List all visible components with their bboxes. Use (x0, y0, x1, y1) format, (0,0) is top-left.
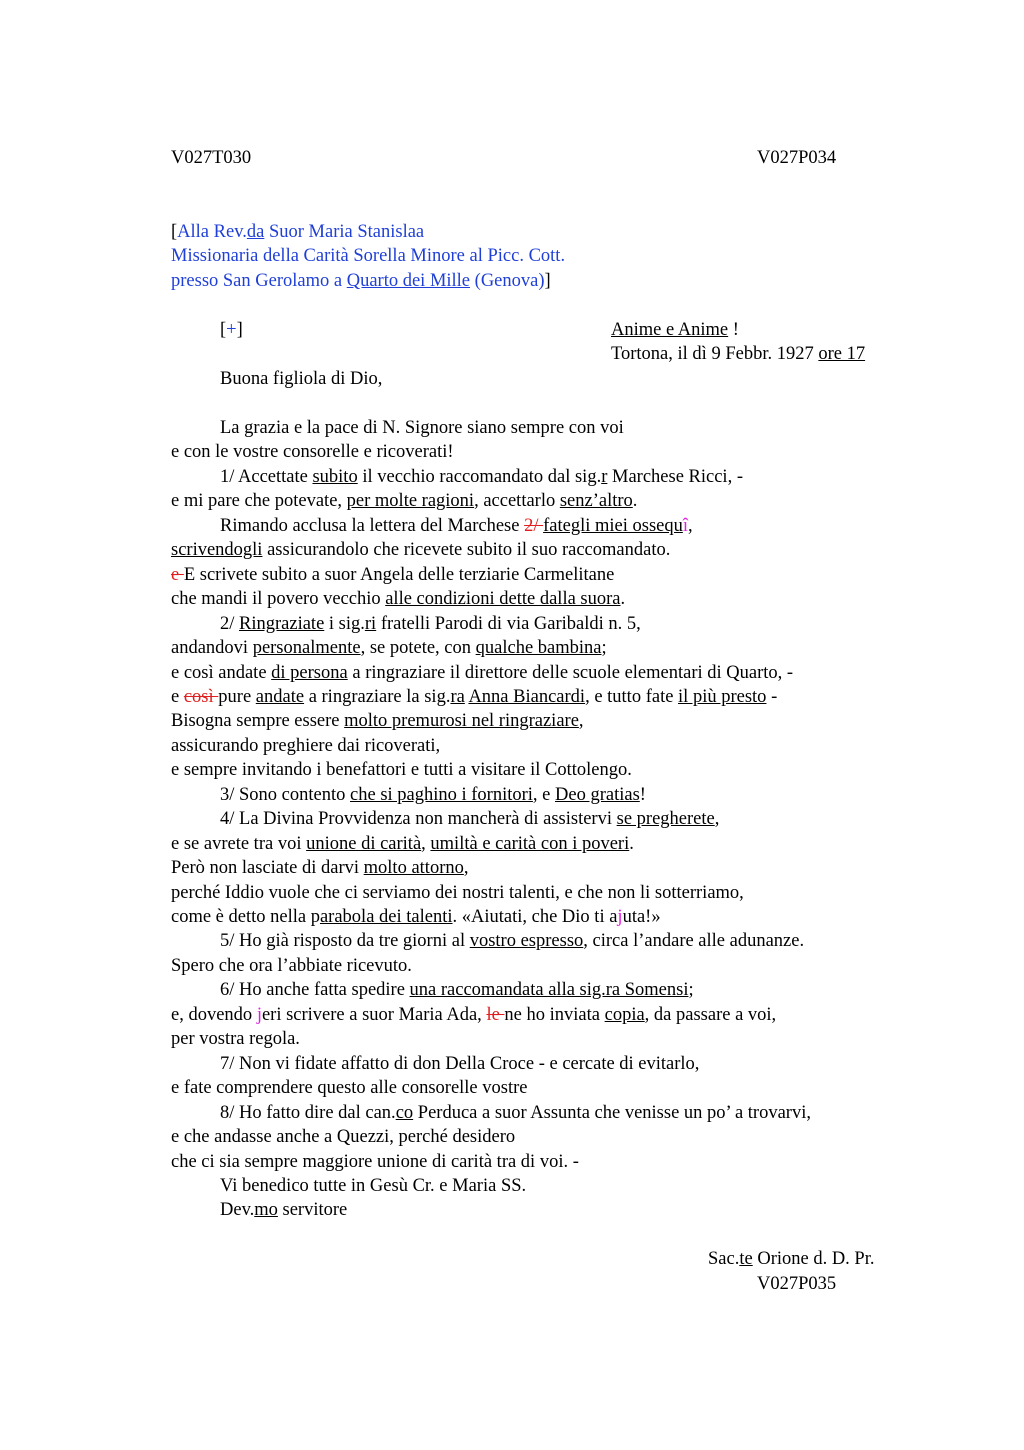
line-text: , (688, 515, 693, 536)
line-text: , se potete, con (360, 638, 476, 659)
line-text: assicurandolo che ricevete subito il suo raccomandato. (262, 540, 671, 561)
letter-line (171, 1076, 527, 1101)
line-text: assicurando preghiere dai ricoverati, (171, 735, 441, 756)
underlined-text: subito (312, 466, 358, 487)
letter-line (220, 514, 693, 539)
corrected-text: j (617, 907, 623, 927)
address-bracket-open: [ (171, 222, 178, 242)
letter-line (171, 734, 440, 759)
letter-line (171, 1003, 776, 1028)
date-line: Tortona, il dì 9 Febbr. 1927 ore 17 (611, 344, 866, 364)
deleted-text: e (171, 564, 184, 585)
underlined-text: co (395, 1102, 414, 1123)
corrected-text: j (256, 1004, 262, 1025)
line-text: perché Iddio vuole che ci serviamo dei nostri talenti, e che non li sotterriamo, (171, 882, 744, 903)
signature: Sac.te Orione d. D. Pr. (708, 1249, 875, 1269)
motto: Anime e Anime ! (611, 320, 739, 340)
line-text: . «Aiutati, che Dio ti a (452, 907, 618, 927)
line-text: 7/ Non vi fidate affatto di don Della Croce - e cercate di evitarlo, (220, 1053, 700, 1074)
line-text: , circa l’andare alle adunanze. (583, 931, 805, 952)
underlined-text: andate (255, 686, 305, 707)
letter-line (171, 538, 670, 563)
letter-line (220, 612, 641, 637)
letter-line (171, 563, 614, 588)
line-text: , da passare a voi, (644, 1004, 777, 1025)
line-text: per vostra regola. (171, 1029, 300, 1050)
underlined-text: qualche bambina (475, 638, 602, 659)
letter-line (171, 954, 412, 979)
letter-line (220, 1052, 699, 1077)
line-text: , (421, 833, 431, 854)
address-location: Quarto dei Mille (346, 271, 471, 291)
letter-line (171, 1027, 300, 1052)
line-text: che ci sia sempre maggiore unione di carità tra di voi. - (171, 1151, 579, 1172)
line-text: il vecchio raccomandato dal sig. (357, 466, 602, 487)
line-text: servitore (277, 1200, 348, 1221)
footer-code: V027P035 (757, 1274, 837, 1294)
line-text: , (578, 711, 584, 732)
letter-line (171, 758, 632, 783)
deleted-text: così (183, 686, 219, 707)
cross-mark: [+] (220, 320, 243, 340)
address-city: (Genova) (470, 271, 545, 291)
line-text: a ringraziare il direttore delle scuole elementari di Quarto, - (347, 662, 794, 683)
line-text: uta!» (622, 907, 661, 927)
line-text: 3/ Sono contento (220, 784, 351, 805)
line-text: Perduca a suor Assunta che venisse un po’ a trovarvi, (413, 1102, 811, 1123)
deleted-text: le (486, 1004, 505, 1025)
address-place: presso San Gerolamo a (171, 271, 347, 291)
line-text: e così andate (171, 662, 272, 683)
line-text: e sempre invitando i benefattori e tutti a visitare il Cottolengo. (171, 760, 632, 781)
letter-line (171, 709, 584, 734)
line-text: ; (601, 638, 607, 659)
doc-code-left: V027T030 (171, 148, 252, 168)
underlined-text: se pregherete (616, 809, 715, 830)
underlined-text: Ringraziate (239, 613, 325, 634)
underlined-text: alle condizioni dette dalla suora (385, 589, 621, 610)
underlined-text: copia (604, 1004, 645, 1025)
line-text: che mandi il povero vecchio (171, 589, 386, 610)
underlined-text: unione di carità (306, 833, 422, 854)
line-text: 6/ Ho anche fatta spedire (220, 980, 410, 1001)
line-text: 5/ Ho già risposto da tre giorni al (220, 931, 470, 952)
line-text: e fate comprendere questo alle consorelle vostre (171, 1078, 528, 1099)
line-text: ; (688, 980, 694, 1001)
underlined-text: per molte ragioni (346, 491, 475, 512)
line-text: . (629, 833, 634, 854)
underlined-text: senz’altro (559, 491, 633, 512)
corrected-text: î (682, 515, 688, 536)
line-text: Bisogna sempre essere (171, 711, 345, 732)
underlined-text: vostro espresso (469, 931, 584, 952)
underlined-text: scrivendogli (171, 540, 263, 561)
address-name: Suor Maria Stanislaa (264, 222, 425, 242)
line-text: e (171, 686, 184, 707)
address-line-2: Missionaria della Carità Sorella Minore al Picc. Cott. (171, 246, 566, 266)
line-text: e mi pare che potevate, (171, 491, 347, 512)
letter-line (220, 465, 743, 490)
underlined-text: mo (254, 1200, 278, 1221)
line-text: La grazia e la pace di N. Signore siano sempre con voi (220, 418, 624, 438)
line-text: i sig. (324, 613, 365, 634)
line-text: Spero che ora l’abbiate ricevuto. (171, 955, 412, 976)
line-text: 8/ Ho fatto dire dal can. (220, 1102, 396, 1123)
address-recipient: Alla Rev. (177, 222, 247, 242)
line-text: fratelli Parodi di via Garibaldi n. 5, (376, 613, 641, 634)
line-text: e se avrete tra voi (171, 833, 307, 854)
line-text: , e tutto fate (585, 686, 679, 707)
letter-line (171, 881, 744, 906)
doc-code-right: V027P034 (757, 148, 837, 168)
underlined-text: molto attorno (363, 858, 464, 879)
line-text: , accettarlo (474, 491, 560, 512)
letter-line (220, 1174, 526, 1199)
underlined-text: che si paghino i fornitori (350, 784, 533, 805)
address-bracket-close: ] (544, 271, 551, 291)
underlined-text: personalmente (252, 638, 361, 659)
line-text: eri scrivere a suor Maria Ada, (261, 1004, 487, 1025)
underlined-text: r (601, 466, 608, 487)
letter-line (171, 440, 454, 465)
letter-line (220, 929, 804, 954)
line-text: . (632, 491, 638, 512)
line-text: e, dovendo (171, 1004, 257, 1025)
line-text: Vi benedico tutte in Gesù Cr. e Maria SS. (220, 1175, 527, 1196)
line-text: , (714, 809, 720, 830)
line-text: Dev. (220, 1200, 255, 1221)
line-text: - (766, 686, 778, 707)
letter-line (171, 856, 468, 881)
line-text: come è detto nella p (171, 907, 320, 927)
line-text: ! (639, 784, 646, 805)
letter-line (220, 783, 646, 808)
letter-line (220, 1198, 347, 1223)
line-text: Rimando acclusa la lettera del Marchese (220, 515, 525, 536)
underlined-text: fategli miei ossequ (543, 515, 683, 536)
address-line-3 (171, 269, 551, 293)
letter-line (171, 1125, 515, 1150)
line-text: , e (532, 784, 556, 805)
underlined-text: ri (364, 613, 377, 634)
line-text: , (463, 858, 469, 879)
line-text: . (620, 589, 626, 610)
line-text: 1/ Accettate (220, 466, 313, 487)
letter-line (220, 978, 694, 1003)
letter-line (220, 807, 719, 832)
underlined-text: Deo gratias (555, 784, 640, 805)
line-text: e con le vostre consorelle e ricoverati! (171, 442, 454, 463)
letter-line (171, 661, 793, 686)
underlined-text: il più presto (678, 686, 767, 707)
letter-line (220, 416, 624, 441)
line-text: 2/ (220, 613, 240, 634)
letter-line (220, 1101, 811, 1126)
underlined-text: una raccomandata alla sig.ra Somensi (409, 980, 689, 1001)
line-text: E scrivete subito a suor Angela delle terziarie Carmelitane (183, 564, 615, 585)
salutation: Buona figliola di Dio, (220, 369, 383, 389)
underlined-text: arabola dei talenti (319, 907, 453, 927)
underlined-text: di persona (271, 662, 348, 683)
letter-line (171, 1150, 579, 1175)
address-line-1 (171, 220, 424, 244)
letter-line (171, 636, 607, 661)
line-text: Marchese Ricci, - (607, 466, 743, 487)
letter-line (171, 905, 661, 930)
underlined-text: molto premurosi nel ringraziare (344, 711, 579, 732)
address-abbrev: da (246, 222, 265, 242)
letter-line (171, 685, 777, 710)
letter-line (171, 832, 634, 857)
letter-line (171, 489, 637, 514)
line-text: e che andasse anche a Quezzi, perché desidero (171, 1127, 516, 1148)
line-text: ne ho inviata (504, 1004, 605, 1025)
line-text: 4/ La Divina Provvidenza non mancherà di assistervi (220, 809, 617, 830)
line-text: Però non lasciate di darvi (171, 858, 364, 879)
letter-line (171, 587, 625, 612)
underlined-text: ra (450, 686, 465, 707)
line-text: a ringraziare la sig. (304, 686, 451, 707)
underlined-text: Anna Biancardi (468, 686, 586, 707)
line-text: andandovi (171, 638, 253, 659)
line-text: pure (218, 686, 256, 707)
underlined-text: umiltà e carità con i poveri (430, 833, 630, 854)
deleted-text: 2/ (524, 515, 544, 536)
cross-icon: + (226, 320, 237, 340)
